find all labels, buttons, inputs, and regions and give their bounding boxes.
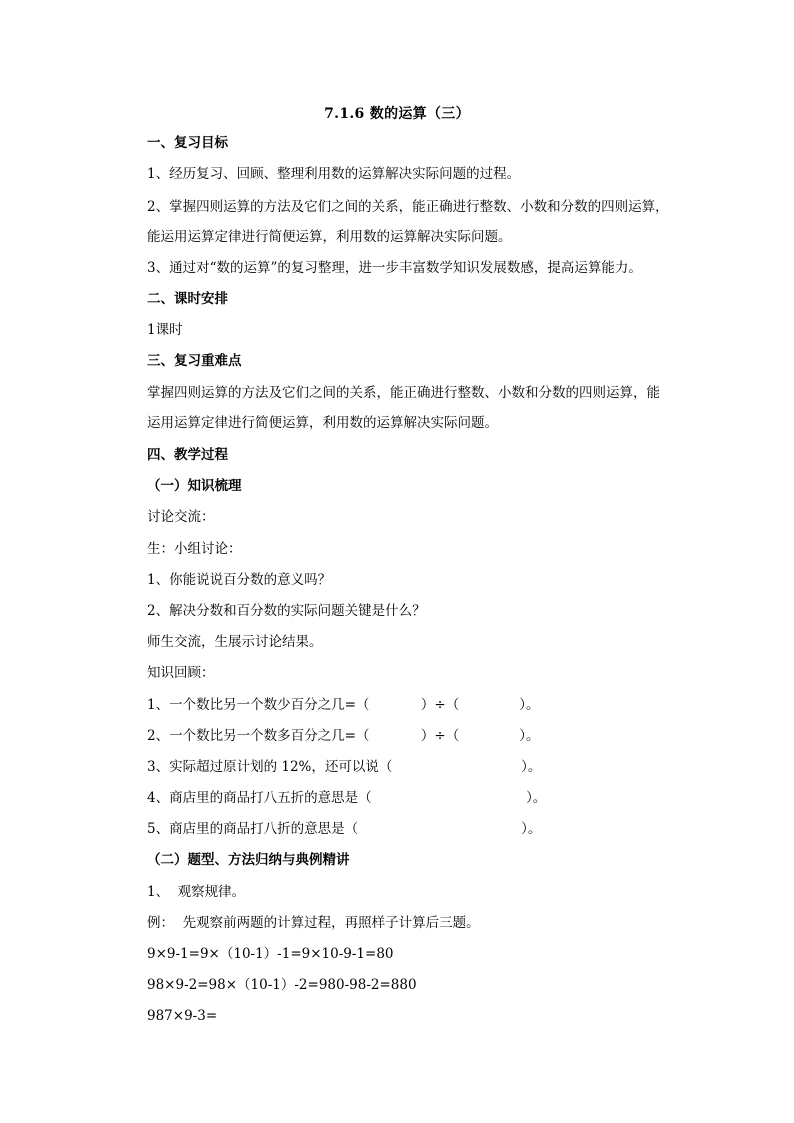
formula-line: 9×9-1=9×（10-1）-1=9×10-9-1=80 xyxy=(147,946,394,962)
paragraph: 1、 观察规律。 xyxy=(147,884,246,900)
formula-line: 98×9-2=98×（10-1）-2=980-98-2=880 xyxy=(147,977,417,993)
paragraph: 2、掌握四则运算的方法及它们之间的关系，能正确进行整数、小数和分数的四则运算， xyxy=(147,199,669,215)
paragraph: 2、解决分数和百分数的实际问题关键是什么？ xyxy=(147,603,426,619)
section-heading-schedule: 二、课时安排 xyxy=(147,291,228,307)
paragraph: 例： 先观察前两题的计算过程，再照样子计算后三题。 xyxy=(147,915,480,931)
question-item: 3、实际超过原计划的 12%，还可以说（ ）。 xyxy=(147,759,542,775)
paragraph: 掌握四则运算的方法及它们之间的关系，能正确进行整数、小数和分数的四则运算，能 xyxy=(147,385,660,401)
paragraph: 能运用运算定律进行简便运算，利用数的运算解决实际问题。 xyxy=(147,229,512,245)
section-heading-process: 四、教学过程 xyxy=(147,447,228,463)
paragraph: 生：小组讨论： xyxy=(147,541,242,557)
paragraph: 1、你能说说百分数的意义吗？ xyxy=(147,572,332,588)
paragraph: 师生交流，生展示讨论结果。 xyxy=(147,634,323,650)
subheading-knowledge: （一）知识梳理 xyxy=(147,478,242,494)
question-item: 4、商店里的商品打八五折的意思是（ ）。 xyxy=(147,790,547,806)
question-item: 2、一个数比另一个数多百分之几=（ ）÷（ ）。 xyxy=(147,728,540,744)
paragraph: 知识回顾： xyxy=(147,665,215,681)
paragraph: 讨论交流： xyxy=(147,509,215,525)
section-heading-objectives: 一、复习目标 xyxy=(147,135,228,151)
subheading-examples: （二）题型、方法归纳与典例精讲 xyxy=(147,852,350,868)
paragraph: 1课时 xyxy=(147,322,183,338)
question-item: 5、商店里的商品打八折的意思是（ ）。 xyxy=(147,821,542,837)
formula-line: 987×9-3= xyxy=(147,1008,218,1024)
paragraph: 3、通过对“数的运算”的复习整理，进一步丰富数学知识发展数感，提高运算能力。 xyxy=(147,260,642,276)
paragraph: 运用运算定律进行简便运算，利用数的运算解决实际问题。 xyxy=(147,415,498,431)
section-heading-key-points: 三、复习重难点 xyxy=(147,353,242,369)
question-item: 1、一个数比另一个数少百分之几=（ ）÷（ ）。 xyxy=(147,697,540,713)
page-title: 7.1.6 数的运算（三） xyxy=(324,106,470,122)
paragraph: 1、经历复习、回顾、整理利用数的运算解决实际问题的过程。 xyxy=(147,166,521,182)
